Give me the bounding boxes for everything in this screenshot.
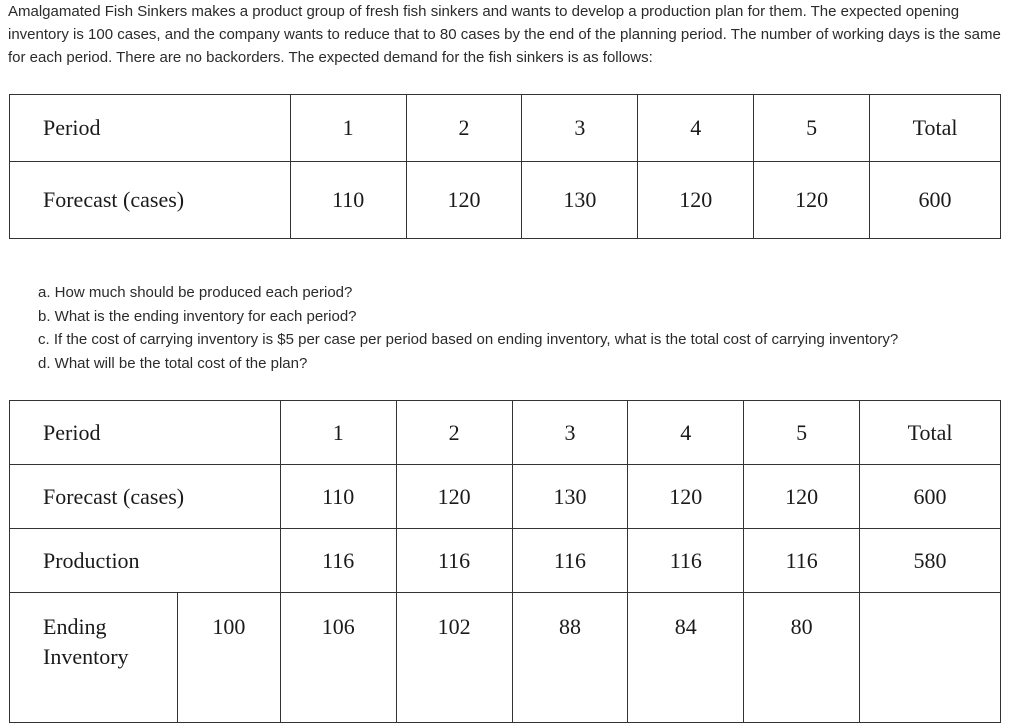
period-cell: 3 [512, 401, 628, 465]
table-row [10, 95, 1001, 162]
period-cell: 2 [406, 95, 522, 162]
question-list [38, 281, 998, 375]
table-row [10, 593, 1001, 723]
forecast-cell: 130 [522, 162, 638, 239]
production-cell: 116 [744, 529, 860, 593]
ending-inventory-cell: 80 [744, 593, 860, 723]
question-c: c. If the cost of carrying inventory is $5 per case per period based on ending inventory, what is the total cost of carrying inventory? [38, 331, 899, 348]
period-cell: 1 [290, 95, 406, 162]
total-header: Total [870, 95, 1001, 162]
forecast-cell: 120 [754, 162, 870, 239]
ending-inventory-cell: 84 [628, 593, 744, 723]
production-cell: 116 [628, 529, 744, 593]
production-total: 580 [860, 529, 1001, 593]
ending-inventory-cell: 102 [396, 593, 512, 723]
forecast-label: Forecast (cases) [10, 162, 291, 239]
period-header: Period [10, 401, 281, 465]
forecast-total: 600 [860, 465, 1001, 529]
total-header: Total [860, 401, 1001, 465]
forecast-cell: 110 [280, 465, 396, 529]
forecast-cell: 120 [628, 465, 744, 529]
forecast-label: Forecast (cases) [10, 465, 281, 529]
production-label: Production [10, 529, 281, 593]
question-a: a. How much should be produced each period? [38, 284, 353, 301]
forecast-cell: 130 [512, 465, 628, 529]
ending-label-line1: Ending [43, 614, 107, 639]
production-cell: 116 [396, 529, 512, 593]
period-cell: 1 [280, 401, 396, 465]
forecast-total: 600 [870, 162, 1001, 239]
question-b: b. What is the ending inventory for each period? [38, 307, 357, 325]
period-cell: 4 [628, 401, 744, 465]
table-row [10, 162, 1001, 239]
demand-forecast-table [9, 94, 1001, 239]
forecast-cell: 120 [396, 465, 512, 529]
forecast-cell: 120 [406, 162, 522, 239]
period-cell: 3 [522, 95, 638, 162]
forecast-cell: 110 [290, 162, 406, 239]
production-cell: 116 [280, 529, 396, 593]
table-row [10, 529, 1001, 593]
period-cell: 5 [744, 401, 860, 465]
period-cell: 2 [396, 401, 512, 465]
ending-label-line2: Inventory [43, 644, 129, 669]
table-row [10, 401, 1001, 465]
ending-inventory-label [10, 593, 178, 723]
period-cell: 5 [754, 95, 870, 162]
production-cell: 116 [512, 529, 628, 593]
ending-inventory-cell: 106 [280, 593, 396, 723]
ending-inventory-cell: 88 [512, 593, 628, 723]
forecast-cell: 120 [638, 162, 754, 239]
ending-inventory-total-cell [860, 593, 1001, 723]
period-cell: 4 [638, 95, 754, 162]
production-plan-table [9, 400, 1001, 723]
forecast-cell: 120 [744, 465, 860, 529]
question-d: d. What will be the total cost of the plan? [38, 354, 308, 372]
period-header: Period [10, 95, 291, 162]
problem-statement: Amalgamated Fish Sinkers makes a product group of fresh fish sinkers and wants to develop a production plan for them. The expected opening inventory is 100 cases, and the company wants to reduce that to 80 cases by the end of the planning period. The number of working days is the same for each period. There are no backorders. The expected demand for the fish sinkers is as follows: [8, 3, 1001, 66]
table-row [10, 465, 1001, 529]
opening-inventory-cell: 100 [177, 593, 280, 723]
